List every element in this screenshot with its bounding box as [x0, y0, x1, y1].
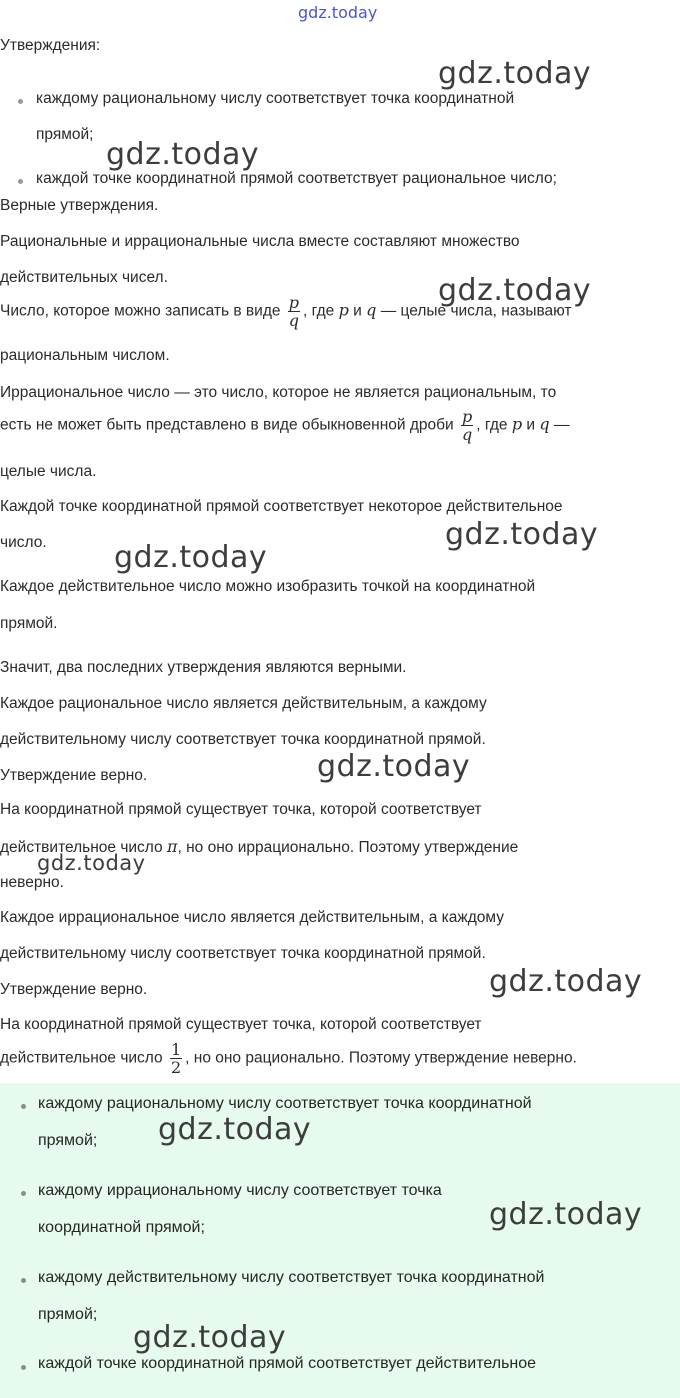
watermark: gdz.today	[438, 273, 592, 308]
text-line: Рациональные и иррациональные числа вместе составляют множество	[0, 233, 520, 250]
text-line-fraction: Число, которое можно записать в виде $\frac{p}{q}$ , где p и q — целые числа, называют	[0, 293, 572, 330]
text-line: действительное число π, но оно иррационально. Поэтому утверждение	[0, 837, 519, 856]
answer-3-line-1: каждому действительному числу соответствует точка координатной	[38, 1269, 545, 1286]
watermark: gdz.today	[489, 1197, 643, 1232]
text-line: Каждое иррациональное число является действительным, а каждому	[0, 909, 504, 926]
text-line: Иррациональное число — это число, которое не является рациональным, то	[0, 384, 557, 401]
answer-2-line-2: координатной прямой;	[38, 1219, 205, 1236]
statement-2: каждой точке координатной прямой соответствует рациональное число;	[36, 170, 557, 187]
watermark: gdz.today	[133, 1320, 287, 1355]
bullet	[21, 1278, 26, 1283]
fraction-p-over-q: $\frac{p}{q}$	[288, 293, 300, 330]
text-line: число.	[0, 534, 47, 551]
answer-1-line-1: каждому рациональному числу соответствует точка координатной	[38, 1095, 532, 1112]
text-line-fraction: действительное число $\frac{1}{2}$ , но оно рационально. Поэтому утверждение неверно.	[0, 1040, 577, 1077]
watermark: gdz.today	[37, 851, 146, 875]
fraction-one-half: $\frac{1}{2}$	[170, 1040, 182, 1077]
bullet	[18, 99, 23, 104]
bullet	[21, 1365, 26, 1370]
text-line: действительному числу соответствует точка координатной прямой.	[0, 731, 486, 748]
answer-2-line-1: каждому иррациональному числу соответствует точка	[38, 1182, 442, 1199]
text-line: Значит, два последних утверждения являются верными.	[0, 659, 407, 676]
text-line: неверно.	[0, 874, 64, 891]
watermark: gdz.today	[317, 749, 471, 784]
text-line: Утверждение верно.	[0, 767, 148, 784]
bullet	[21, 1191, 26, 1196]
statements-heading: Утверждения:	[0, 37, 101, 54]
correct-heading: Верные утверждения.	[0, 197, 159, 214]
watermark: gdz.today	[438, 56, 592, 91]
watermark: gdz.today	[489, 964, 643, 999]
bullet	[18, 179, 23, 184]
fraction-p-over-q: $\frac{p}{q}$	[462, 407, 473, 444]
answer-1-line-2: прямой;	[38, 1132, 98, 1149]
watermark: gdz.today	[114, 540, 268, 575]
answer-box	[0, 1083, 680, 1398]
watermark: gdz.today	[158, 1112, 312, 1147]
answer-3-line-2: прямой;	[38, 1306, 98, 1323]
statement-1-line-1: каждому рациональному числу соответствует точка координатной	[36, 90, 515, 107]
text-line: действительных чисел.	[0, 269, 168, 286]
text-line: На координатной прямой существует точка, которой соответствует	[0, 1016, 482, 1033]
text-line: прямой.	[0, 615, 58, 632]
watermark: gdz.today	[445, 517, 599, 552]
text-line: действительному числу соответствует точка координатной прямой.	[0, 945, 486, 962]
answer-4-line-1: каждой точке координатной прямой соответствует действительное	[38, 1355, 537, 1372]
bullet	[21, 1104, 26, 1109]
text-line: целые числа.	[0, 463, 97, 480]
pi-symbol: π	[166, 837, 178, 856]
watermark: gdz.today	[106, 137, 260, 172]
header-watermark: gdz.today	[298, 3, 378, 22]
text-line: Каждое рациональное число является действительным, а каждому	[0, 695, 487, 712]
text-line-fraction: есть не может быть представлено в виде обыкновенной дроби $\frac{p}{q}$ , где p и q —	[0, 407, 570, 444]
text-line: Утверждение верно.	[0, 981, 148, 998]
text-line: Каждое действительное число можно изобразить точкой на координатной	[0, 578, 536, 595]
text-line: Каждой точке координатной прямой соответствует некоторое действительное	[0, 498, 563, 515]
statement-1-line-2: прямой;	[36, 126, 94, 143]
text-line: рациональным числом.	[0, 347, 170, 364]
text-line: На координатной прямой существует точка, которой соответствует	[0, 801, 482, 818]
